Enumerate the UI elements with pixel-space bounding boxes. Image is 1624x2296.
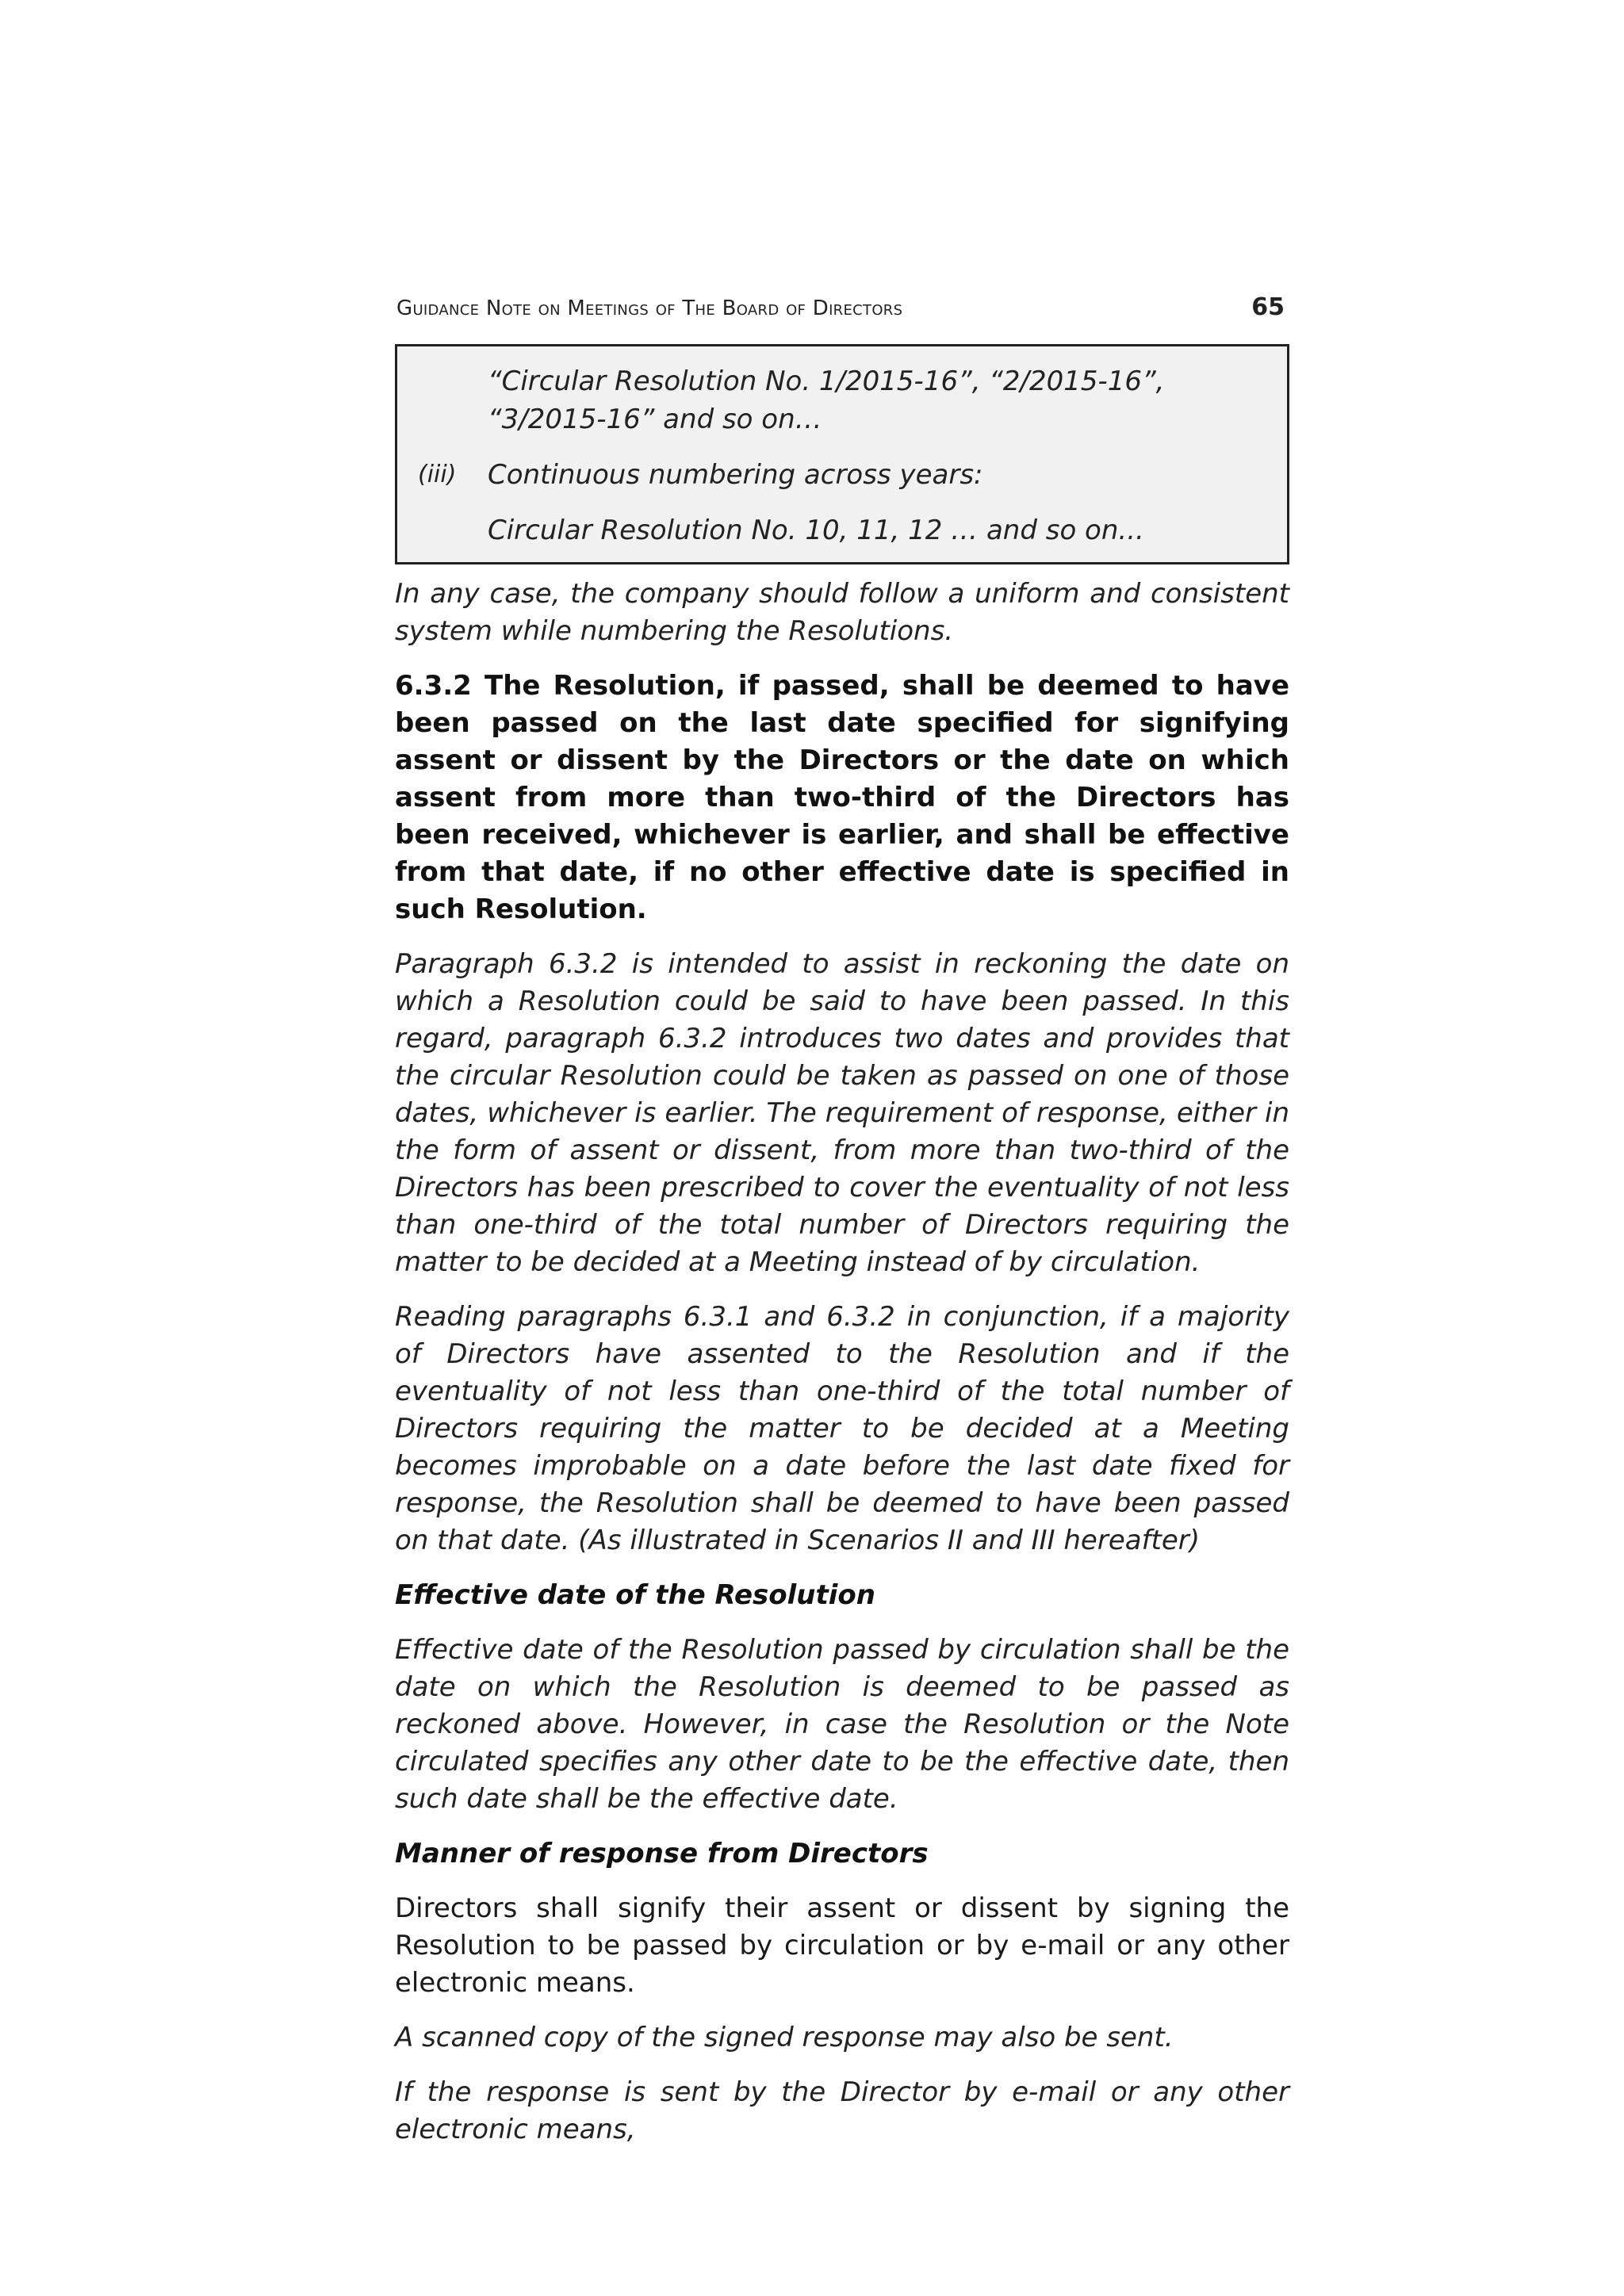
paragraph-email-response: If the response is sent by the Director by e-mail or any other electronic means, (395, 2076, 1289, 2145)
item-numeral: (iii) (418, 461, 457, 488)
example-line-1: “Circular Resolution No. 1/2015-16”, “2/2015-16”, “3/2015-16” and so on… (488, 365, 1165, 435)
page-number: 65 (1251, 293, 1285, 321)
running-header (395, 285, 1289, 333)
example-item-iii (418, 456, 1266, 494)
paragraph-effective-date: Effective date of the Resolution passed by circulation shall be the date on which the Resolution is deemed to be passed as reckoned above. However, in case the Resolution or the Note circulated specifies any other date to be the effective date, then such date shall be the effective date. (395, 1634, 1289, 1815)
paragraph-scanned-copy: A scanned copy of the signed response may also be sent. (395, 2022, 1174, 2053)
item-text: Continuous numbering across years: (488, 459, 983, 491)
numbering-example-box (395, 344, 1289, 564)
heading-effective-date: Effective date of the Resolution (395, 1579, 875, 1611)
paragraph-manner-of-response: Directors shall signify their assent or dissent by signing the Resolution to be passed by circulation or by e-mail or any other electronic means. (395, 1892, 1289, 1999)
paragraph-uniform-system: In any case, the company should follow a uniform and consistent system while numbering the Resolutions. (395, 578, 1289, 647)
running-title: Guidance Note on Meetings of The Board of Directors (396, 297, 903, 320)
paragraph-6-3-2: 6.3.2 The Resolution, if passed, shall be deemed to have been passed on the last date specified for signifying assent or dissent by the Directors or the date on which assent from more than two-third of the Directors has been received, whichever is earlier, and shall be effective from that date, if no other effective date is specified in such Resolution. (395, 670, 1289, 925)
example-line-2: Circular Resolution No. 10, 11, 12 … and so on... (488, 515, 1144, 546)
heading-manner-of-response: Manner of response from Directors (395, 1838, 929, 1869)
document-page (395, 285, 1289, 2149)
paragraph-reading-conjunction: Reading paragraphs 6.3.1 and 6.3.2 in conjunction, if a majority of Directors have assented to the Resolution and if the eventuality of not less than one-third of the total number of Directors requiring the matter to be decided at a Meeting becomes improbable on a date before the last date fixed for response, the Resolution shall be deemed to have been passed on that date. (As illustrated in Scenarios II and III hereafter) (395, 1301, 1289, 1556)
paragraph-6-3-2-explanation: Paragraph 6.3.2 is intended to assist in reckoning the date on which a Resolution could be said to have been passed. In this regard, paragraph 6.3.2 introduces two dates and provides that the circular Resolution could be taken as passed on one of those dates, whichever is earlier. The requirement of response, either in the form of assent or dissent, from more than two-third of the Directors has been prescribed to cover the eventuality of not less than one-third of the total number of Directors requiring the matter to be decided at a Meeting instead of by circulation. (395, 948, 1289, 1278)
